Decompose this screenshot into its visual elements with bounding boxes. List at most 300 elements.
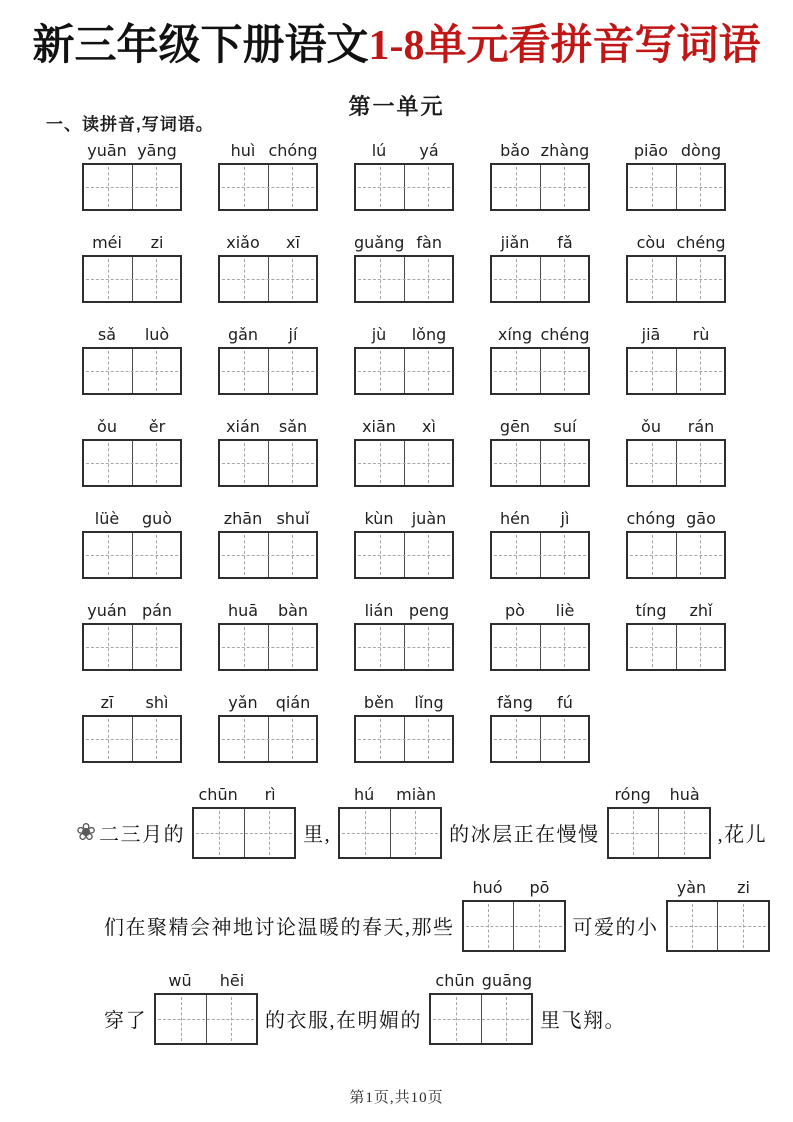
writing-cell — [84, 165, 132, 209]
writing-box — [626, 439, 726, 487]
word-unit — [626, 509, 726, 579]
pinyin-syllable: bǎo — [500, 141, 530, 160]
pinyin-label — [82, 325, 182, 344]
writing-cell — [404, 165, 453, 209]
writing-cell — [132, 625, 181, 669]
pinyin-label — [82, 141, 182, 160]
pinyin-syllable: méi — [92, 233, 122, 252]
word-unit — [354, 233, 454, 303]
writing-box — [626, 347, 726, 395]
pinyin-label — [490, 141, 590, 160]
writing-cell — [268, 257, 317, 301]
writing-box — [490, 623, 590, 671]
writing-cell — [268, 533, 317, 577]
writing-cell — [540, 349, 589, 393]
pinyin-label — [626, 601, 726, 620]
writing-box — [490, 347, 590, 395]
sentence-text: ,花儿 — [717, 824, 768, 846]
pinyin-syllable: zi — [150, 233, 164, 252]
pinyin-label — [626, 233, 726, 252]
pinyin-syllable: wū — [168, 970, 192, 990]
writing-cell — [132, 349, 181, 393]
sentence-text: 里飞翔。 — [540, 1010, 626, 1032]
writing-cell — [220, 257, 268, 301]
writing-cell — [404, 717, 453, 761]
writing-cell — [676, 533, 725, 577]
word-unit — [82, 417, 182, 487]
sentence-blank — [666, 877, 770, 952]
word-unit — [218, 693, 318, 763]
writing-cell — [492, 625, 540, 669]
writing-box — [462, 900, 566, 952]
word-unit — [82, 601, 182, 671]
pinyin-syllable: chóng — [626, 509, 676, 528]
pinyin-syllable: miàn — [396, 784, 437, 804]
pinyin-syllable: xiān — [362, 417, 396, 436]
writing-box — [82, 347, 182, 395]
writing-cell — [356, 533, 404, 577]
pinyin-label — [490, 417, 590, 436]
pinyin-syllable: zhàng — [540, 141, 590, 160]
sentence-blank — [462, 877, 566, 952]
writing-cell — [356, 625, 404, 669]
pinyin-syllable: rù — [692, 325, 710, 344]
word-unit — [82, 693, 182, 763]
pinyin-syllable: gēn — [499, 417, 531, 436]
pinyin-syllable: róng — [614, 784, 651, 804]
writing-cell — [220, 165, 268, 209]
writing-cell — [540, 441, 589, 485]
word-unit — [218, 417, 318, 487]
writing-cell — [132, 257, 181, 301]
writing-cell — [658, 809, 709, 857]
writing-cell — [268, 441, 317, 485]
sentence-blank — [192, 784, 296, 859]
word-unit — [490, 417, 590, 487]
writing-cell — [540, 257, 589, 301]
pinyin-syllable: fàn — [416, 233, 442, 252]
word-unit — [490, 601, 590, 671]
pinyin-syllable: luò — [144, 325, 170, 344]
writing-box — [338, 807, 442, 859]
writing-box — [82, 715, 182, 763]
writing-box — [490, 715, 590, 763]
writing-box — [82, 439, 182, 487]
pinyin-syllable: guò — [141, 509, 173, 528]
sentence-blank — [607, 784, 711, 859]
writing-cell — [431, 995, 481, 1043]
sentence-line — [76, 784, 768, 879]
word-row — [82, 693, 728, 763]
writing-cell — [404, 257, 453, 301]
pinyin-label — [82, 417, 182, 436]
writing-cell — [676, 257, 725, 301]
pinyin-label — [490, 325, 590, 344]
writing-box — [218, 715, 318, 763]
word-unit — [82, 325, 182, 395]
pinyin-syllable: zī — [100, 693, 114, 712]
writing-box — [218, 255, 318, 303]
pinyin-syllable: shì — [145, 693, 169, 712]
pinyin-label — [354, 325, 454, 344]
writing-box — [626, 255, 726, 303]
writing-cell — [492, 349, 540, 393]
writing-box — [354, 623, 454, 671]
pinyin-syllable: xián — [226, 417, 260, 436]
word-row — [82, 601, 728, 671]
writing-cell — [609, 809, 659, 857]
writing-cell — [464, 902, 514, 950]
writing-cell — [540, 717, 589, 761]
word-row — [82, 417, 728, 487]
word-unit — [218, 325, 318, 395]
pinyin-syllable: peng — [408, 601, 450, 620]
writing-cell — [492, 165, 540, 209]
writing-cell — [356, 717, 404, 761]
title-subject: 1-8单元看拼音写词语 — [368, 23, 761, 69]
pinyin-label — [82, 601, 182, 620]
pinyin-syllable: chūn — [435, 970, 475, 990]
writing-box — [82, 255, 182, 303]
pinyin-syllable: sǎ — [97, 325, 117, 344]
word-unit — [626, 233, 726, 303]
writing-box — [218, 163, 318, 211]
sentence-text: 里, — [303, 824, 332, 846]
writing-cell — [194, 809, 244, 857]
page-title — [0, 12, 793, 72]
sentence-text: 的冰层正在慢慢 — [449, 824, 600, 846]
flower-icon: ❀ — [76, 819, 97, 846]
writing-cell — [84, 441, 132, 485]
section-instruction: 一、读拼音,写词语。 — [46, 115, 214, 134]
writing-cell — [492, 257, 540, 301]
writing-box — [82, 623, 182, 671]
pinyin-syllable: xiǎo — [226, 233, 260, 252]
pinyin-syllable: juàn — [411, 509, 447, 528]
writing-box — [218, 439, 318, 487]
writing-box — [429, 993, 533, 1045]
writing-box — [490, 163, 590, 211]
writing-cell — [356, 349, 404, 393]
word-unit — [218, 233, 318, 303]
pinyin-label — [626, 141, 726, 160]
word-row — [82, 509, 728, 579]
pinyin-syllable: hú — [353, 784, 375, 804]
writing-cell — [628, 349, 676, 393]
pinyin-label — [490, 233, 590, 252]
pinyin-syllable: pò — [505, 601, 525, 620]
writing-cell — [492, 717, 540, 761]
writing-cell — [132, 165, 181, 209]
pinyin-syllable: zhǐ — [689, 601, 713, 620]
writing-cell — [628, 165, 676, 209]
writing-cell — [84, 349, 132, 393]
word-row — [82, 141, 728, 211]
writing-box — [192, 807, 296, 859]
pinyin-syllable: piāo — [633, 141, 669, 160]
word-unit — [354, 509, 454, 579]
writing-cell — [676, 441, 725, 485]
writing-cell — [132, 717, 181, 761]
pinyin-syllable: lǐng — [414, 693, 444, 712]
writing-cell — [513, 902, 564, 950]
pinyin-label — [354, 693, 454, 712]
word-unit — [490, 509, 590, 579]
word-row — [82, 233, 728, 303]
writing-cell — [628, 441, 676, 485]
word-unit — [82, 233, 182, 303]
pinyin-syllable: xì — [422, 417, 436, 436]
writing-cell — [220, 533, 268, 577]
writing-cell — [220, 349, 268, 393]
writing-box — [218, 623, 318, 671]
sentence-blank — [154, 970, 258, 1045]
pinyin-label — [82, 693, 182, 712]
pinyin-label — [626, 325, 726, 344]
pinyin-syllable: fǎng — [497, 693, 533, 712]
pinyin-label — [462, 878, 566, 897]
pinyin-syllable: sǎn — [278, 417, 308, 436]
pinyin-label — [354, 417, 454, 436]
pinyin-label — [666, 878, 770, 897]
pinyin-syllable: pō — [529, 877, 550, 897]
writing-cell — [628, 257, 676, 301]
writing-cell — [268, 717, 317, 761]
sentence-text: 可爱的小 — [572, 917, 659, 939]
writing-box — [82, 531, 182, 579]
sentence-text: 的衣服,在明媚的 — [265, 1010, 422, 1032]
word-unit — [354, 601, 454, 671]
writing-box — [354, 163, 454, 211]
writing-box — [490, 531, 590, 579]
writing-cell — [132, 533, 181, 577]
pinyin-label — [354, 509, 454, 528]
pinyin-syllable: ěr — [148, 417, 166, 436]
pinyin-syllable: dòng — [680, 141, 722, 160]
word-unit — [490, 693, 590, 763]
pinyin-syllable: guǎng — [354, 233, 405, 252]
writing-cell — [220, 717, 268, 761]
writing-box — [218, 531, 318, 579]
writing-cell — [356, 257, 404, 301]
word-unit — [626, 141, 726, 211]
pinyin-syllable: fǎ — [557, 233, 573, 252]
pinyin-syllable: yāng — [137, 141, 177, 160]
pinyin-syllable: chéng — [540, 325, 590, 344]
pinyin-label — [490, 509, 590, 528]
pinyin-syllable: tíng — [635, 601, 667, 620]
pinyin-label — [218, 693, 318, 712]
pinyin-syllable: lú — [371, 141, 387, 160]
sentence-text: 二三月的 — [99, 824, 186, 846]
pinyin-syllable: chéng — [676, 233, 726, 252]
pinyin-syllable: hēi — [219, 970, 245, 990]
writing-cell — [244, 809, 295, 857]
pinyin-syllable: ǒu — [97, 417, 117, 436]
word-unit — [218, 509, 318, 579]
sentence-blank — [429, 970, 533, 1045]
pinyin-syllable: yuān — [87, 141, 127, 160]
pinyin-syllable: jí — [288, 325, 298, 344]
pinyin-syllable: gāo — [686, 509, 716, 528]
word-unit — [626, 417, 726, 487]
pinyin-syllable: yàn — [676, 877, 707, 897]
writing-cell — [84, 533, 132, 577]
writing-cell — [268, 349, 317, 393]
writing-cell — [220, 441, 268, 485]
pinyin-syllable: huā — [227, 601, 259, 620]
pinyin-syllable: qián — [275, 693, 311, 712]
writing-cell — [676, 165, 725, 209]
writing-box — [626, 163, 726, 211]
writing-cell — [492, 533, 540, 577]
writing-cell — [84, 625, 132, 669]
sentence-text: 们在聚精会神地讨论温暖的春天,那些 — [104, 917, 455, 939]
writing-box — [354, 531, 454, 579]
pinyin-syllable: xíng — [497, 325, 533, 344]
writing-cell — [481, 995, 532, 1043]
pinyin-syllable: bàn — [277, 601, 309, 620]
writing-cell — [356, 165, 404, 209]
word-unit — [82, 141, 182, 211]
pinyin-label — [626, 509, 726, 528]
writing-box — [666, 900, 770, 952]
pinyin-syllable: yá — [419, 141, 439, 160]
writing-box — [354, 255, 454, 303]
writing-cell — [717, 902, 768, 950]
pinyin-syllable: chóng — [268, 141, 318, 160]
writing-cell — [628, 533, 676, 577]
pinyin-syllable: liè — [555, 601, 575, 620]
sentence-line — [78, 879, 750, 972]
writing-cell — [668, 902, 718, 950]
writing-box — [354, 439, 454, 487]
word-unit — [626, 325, 726, 395]
word-unit — [82, 509, 182, 579]
pinyin-syllable: kùn — [364, 509, 394, 528]
pinyin-syllable: lüè — [94, 509, 120, 528]
pinyin-syllable: huì — [230, 141, 256, 160]
word-unit — [354, 325, 454, 395]
pinyin-syllable: rì — [264, 784, 276, 804]
pinyin-label — [218, 233, 318, 252]
writing-box — [154, 993, 258, 1045]
writing-box — [626, 623, 726, 671]
writing-cell — [676, 625, 725, 669]
sentence-blank — [338, 784, 442, 859]
word-unit — [218, 601, 318, 671]
pinyin-syllable: fú — [557, 693, 573, 712]
word-unit — [490, 233, 590, 303]
pinyin-syllable: gǎn — [227, 325, 259, 344]
word-row — [82, 325, 728, 395]
pinyin-label — [82, 509, 182, 528]
writing-box — [354, 715, 454, 763]
pinyin-syllable: hén — [499, 509, 531, 528]
pinyin-label — [354, 141, 454, 160]
writing-cell — [132, 441, 181, 485]
pinyin-label — [490, 693, 590, 712]
pinyin-label — [218, 325, 318, 344]
writing-cell — [540, 165, 589, 209]
writing-cell — [628, 625, 676, 669]
word-unit — [218, 141, 318, 211]
pinyin-label — [192, 785, 296, 804]
writing-box — [218, 347, 318, 395]
writing-cell — [404, 441, 453, 485]
writing-box — [82, 163, 182, 211]
pinyin-syllable: suí — [553, 417, 577, 436]
writing-cell — [404, 625, 453, 669]
pinyin-label — [354, 601, 454, 620]
page-footer: 第1页,共10页 — [349, 1090, 444, 1106]
pinyin-label — [429, 971, 533, 990]
pinyin-syllable: jiǎn — [500, 233, 530, 252]
pinyin-syllable: běn — [363, 693, 395, 712]
word-unit — [626, 601, 726, 671]
pinyin-label — [82, 233, 182, 252]
writing-cell — [676, 349, 725, 393]
pinyin-syllable: huà — [669, 784, 700, 804]
writing-cell — [84, 257, 132, 301]
writing-cell — [156, 995, 206, 1043]
writing-cell — [540, 625, 589, 669]
pinyin-syllable: zi — [737, 877, 750, 897]
writing-cell — [404, 349, 453, 393]
sentence-line — [78, 972, 750, 1065]
writing-cell — [268, 625, 317, 669]
sentence-section — [76, 784, 768, 1065]
pinyin-syllable: jiā — [641, 325, 661, 344]
writing-cell — [340, 809, 390, 857]
word-unit — [354, 693, 454, 763]
pinyin-label — [490, 601, 590, 620]
writing-cell — [390, 809, 441, 857]
pinyin-syllable: jù — [371, 325, 387, 344]
pinyin-label — [626, 417, 726, 436]
writing-cell — [540, 533, 589, 577]
word-unit — [490, 141, 590, 211]
pinyin-syllable: lián — [364, 601, 394, 620]
writing-box — [354, 347, 454, 395]
pinyin-label — [338, 785, 442, 804]
pinyin-label — [218, 601, 318, 620]
writing-box — [626, 531, 726, 579]
pinyin-label — [218, 141, 318, 160]
pinyin-syllable: ǒu — [641, 417, 661, 436]
pinyin-label — [154, 971, 258, 990]
pinyin-syllable: huó — [472, 877, 503, 897]
writing-cell — [206, 995, 257, 1043]
pinyin-syllable: jì — [560, 509, 570, 528]
pinyin-syllable: chūn — [198, 784, 238, 804]
pinyin-syllable: guāng — [481, 970, 533, 990]
sentence-text: 穿了 — [104, 1010, 147, 1032]
word-unit — [490, 325, 590, 395]
word-unit — [354, 417, 454, 487]
pinyin-syllable: yuán — [87, 601, 127, 620]
pinyin-syllable: pán — [141, 601, 173, 620]
pinyin-syllable: lǒng — [411, 325, 447, 344]
pinyin-label — [354, 233, 454, 252]
pinyin-syllable: shuǐ — [276, 509, 310, 528]
writing-box — [490, 255, 590, 303]
pinyin-syllable: rán — [687, 417, 715, 436]
pinyin-syllable: zhān — [223, 509, 263, 528]
pinyin-syllable: xī — [286, 233, 300, 252]
pinyin-syllable: yǎn — [228, 693, 258, 712]
pinyin-label — [607, 785, 711, 804]
